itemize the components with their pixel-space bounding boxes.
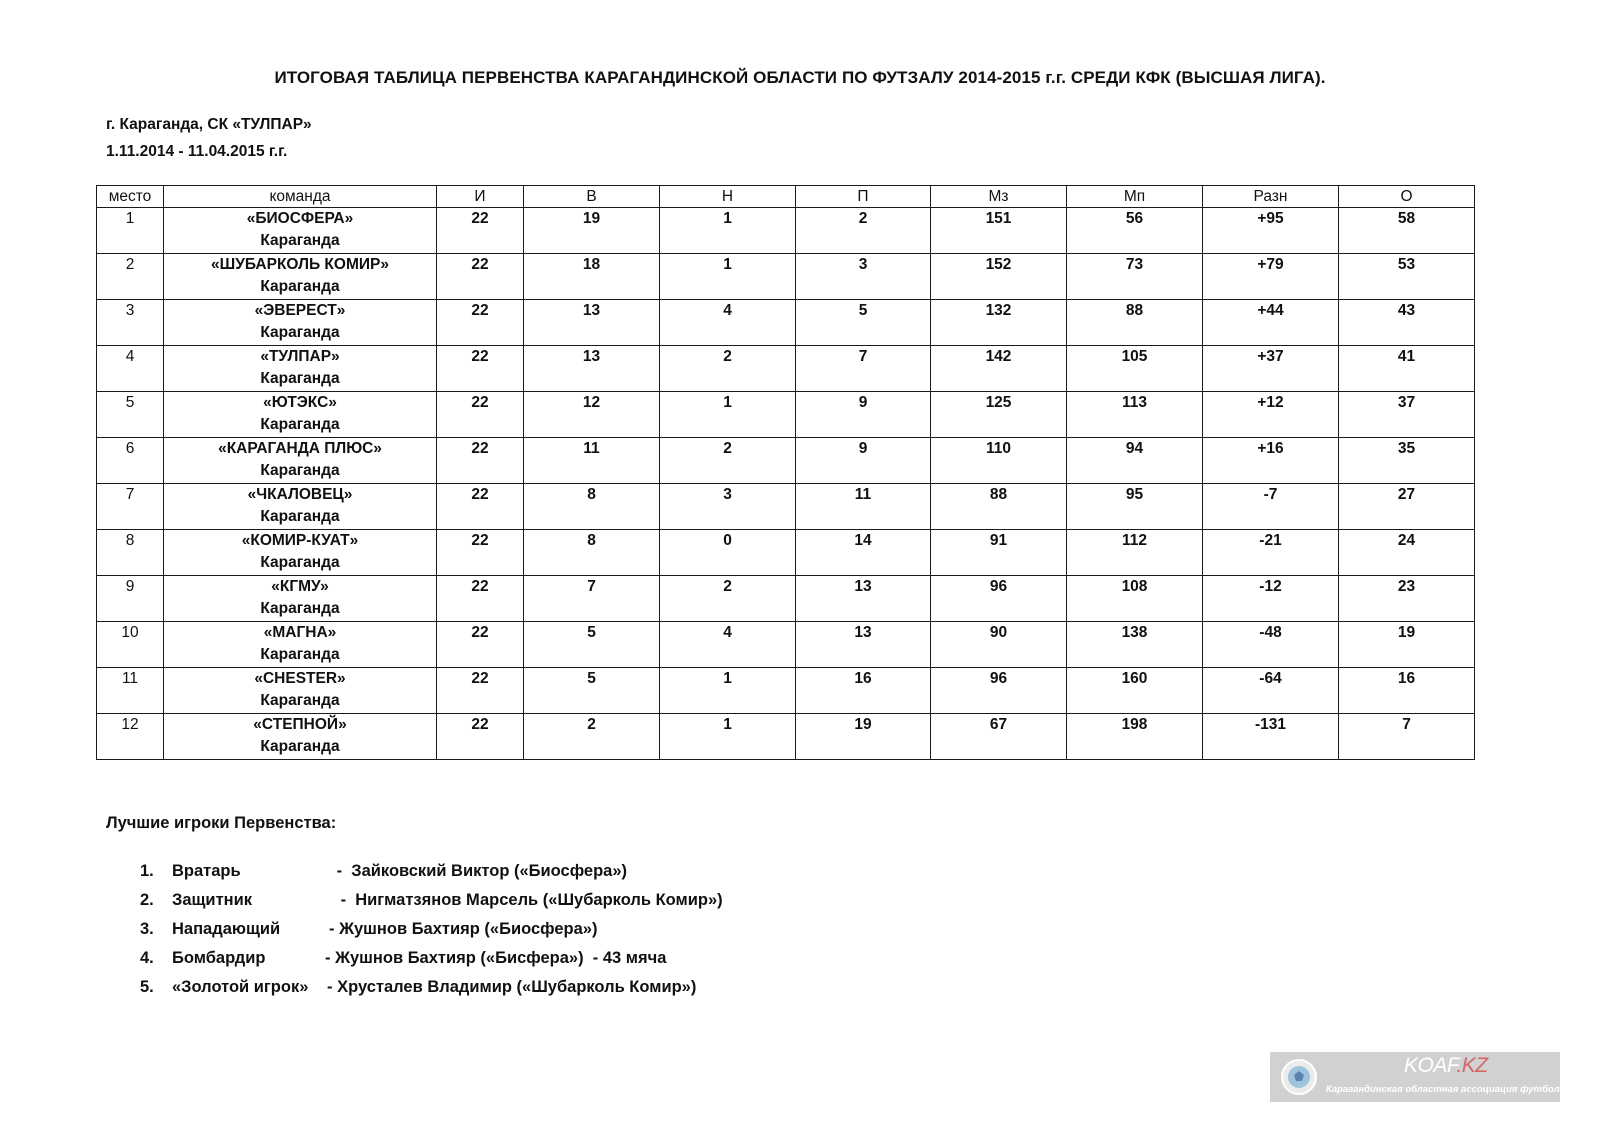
cell-drawn: 1	[660, 254, 796, 300]
cell-won: 13	[524, 300, 660, 346]
cell-team	[164, 392, 437, 438]
table-row	[97, 254, 1475, 300]
cell-points: 35	[1339, 438, 1475, 484]
player-info: - Хрусталев Владимир («Шубарколь Комир»)	[327, 978, 697, 996]
standings-body	[97, 208, 1475, 760]
team-city: Караганда	[260, 324, 340, 341]
cell-drawn: 3	[660, 484, 796, 530]
cell-won: 19	[524, 208, 660, 254]
team-city: Караганда	[260, 370, 340, 387]
team-name: «БИОСФЕРА»	[246, 210, 354, 227]
team-city: Караганда	[260, 278, 340, 295]
brand-main: KOAF	[1404, 1054, 1457, 1077]
cell-goals-against: 73	[1067, 254, 1203, 300]
cell-lost: 19	[796, 714, 931, 760]
cell-team	[164, 300, 437, 346]
cell-diff: +95	[1203, 208, 1339, 254]
cell-diff: -131	[1203, 714, 1339, 760]
team-city: Караганда	[260, 508, 340, 525]
table-row	[97, 714, 1475, 760]
item-number: 5.	[140, 978, 154, 996]
cell-played: 22	[437, 668, 524, 714]
player-info: - Жушнов Бахтияр («Бисфера») - 43 мяча	[325, 949, 667, 967]
cell-goals-for: 151	[931, 208, 1067, 254]
venue: г. Караганда, СК «ТУЛПАР»	[106, 116, 312, 133]
cell-goals-against: 112	[1067, 530, 1203, 576]
cell-team	[164, 208, 437, 254]
player-info: - Нигматзянов Марсель («Шубарколь Комир»)	[336, 891, 723, 909]
cell-diff: +12	[1203, 392, 1339, 438]
team-name: «КОМИР-КУАТ»	[241, 532, 359, 549]
brand-suffix: .KZ	[1456, 1054, 1488, 1077]
cell-drawn: 4	[660, 622, 796, 668]
cell-team	[164, 668, 437, 714]
cell-team	[164, 346, 437, 392]
best-players-list	[140, 857, 723, 1002]
item-number: 4.	[140, 949, 154, 967]
cell-points: 53	[1339, 254, 1475, 300]
table-row	[97, 300, 1475, 346]
team-name: «ЧКАЛОВЕЦ»	[247, 486, 353, 503]
cell-goals-for: 110	[931, 438, 1067, 484]
cell-played: 22	[437, 208, 524, 254]
cell-team	[164, 530, 437, 576]
header-won: В	[524, 186, 660, 208]
cell-place: 3	[97, 300, 164, 346]
cell-goals-for: 96	[931, 668, 1067, 714]
cell-diff: +37	[1203, 346, 1339, 392]
cell-points: 24	[1339, 530, 1475, 576]
cell-drawn: 1	[660, 208, 796, 254]
table-row	[97, 392, 1475, 438]
header-place: место	[97, 186, 164, 208]
cell-goals-for: 96	[931, 576, 1067, 622]
cell-won: 5	[524, 622, 660, 668]
list-item	[140, 973, 723, 1002]
cell-place: 5	[97, 392, 164, 438]
cell-drawn: 2	[660, 438, 796, 484]
cell-lost: 5	[796, 300, 931, 346]
team-name: «КАРАГАНДА ПЛЮС»	[218, 440, 382, 457]
page-title: ИТОГОВАЯ ТАБЛИЦА ПЕРВЕНСТВА КАРАГАНДИНСКОЙ ОБЛАСТИ ПО ФУТЗАЛУ 2014-2015 г.г. СРЕДИ КФК (ВЫСШАЯ ЛИГА).	[274, 68, 1326, 87]
standings-table	[96, 185, 1475, 760]
team-name: «ТУЛПАР»	[260, 348, 340, 365]
team-name: «МАГНА»	[263, 624, 337, 641]
cell-team	[164, 484, 437, 530]
header-team: команда	[164, 186, 437, 208]
cell-goals-for: 90	[931, 622, 1067, 668]
team-city: Караганда	[260, 738, 340, 755]
table-row	[97, 484, 1475, 530]
header-points: О	[1339, 186, 1475, 208]
cell-won: 5	[524, 668, 660, 714]
cell-points: 16	[1339, 668, 1475, 714]
cell-goals-for: 67	[931, 714, 1067, 760]
player-role: Защитник	[172, 891, 253, 909]
table-row	[97, 530, 1475, 576]
cell-won: 8	[524, 530, 660, 576]
cell-goals-against: 113	[1067, 392, 1203, 438]
cell-goals-against: 105	[1067, 346, 1203, 392]
cell-place: 7	[97, 484, 164, 530]
team-city: Караганда	[260, 416, 340, 433]
cell-lost: 9	[796, 438, 931, 484]
table-row	[97, 438, 1475, 484]
ball-logo-icon	[1280, 1058, 1318, 1096]
cell-points: 58	[1339, 208, 1475, 254]
cell-played: 22	[437, 346, 524, 392]
header-drawn: Н	[660, 186, 796, 208]
cell-goals-for: 142	[931, 346, 1067, 392]
team-name: «ЭВЕРЕСТ»	[254, 302, 346, 319]
table-row	[97, 622, 1475, 668]
cell-team	[164, 622, 437, 668]
list-item	[140, 886, 723, 915]
cell-drawn: 1	[660, 392, 796, 438]
best-players-title: Лучшие игроки Первенства:	[106, 814, 337, 832]
team-city: Караганда	[260, 462, 340, 479]
cell-goals-against: 198	[1067, 714, 1203, 760]
cell-diff: +44	[1203, 300, 1339, 346]
cell-points: 7	[1339, 714, 1475, 760]
header-goals-for: Мз	[931, 186, 1067, 208]
list-item	[140, 857, 723, 886]
cell-place: 9	[97, 576, 164, 622]
cell-played: 22	[437, 622, 524, 668]
team-name: «CHESTER»	[254, 670, 346, 687]
player-info: - Жушнов Бахтияр («Биосфера»)	[329, 920, 598, 938]
cell-lost: 14	[796, 530, 931, 576]
cell-diff: -64	[1203, 668, 1339, 714]
cell-drawn: 4	[660, 300, 796, 346]
cell-place: 4	[97, 346, 164, 392]
cell-played: 22	[437, 484, 524, 530]
cell-played: 22	[437, 254, 524, 300]
team-city: Караганда	[260, 692, 340, 709]
cell-points: 27	[1339, 484, 1475, 530]
cell-won: 13	[524, 346, 660, 392]
cell-played: 22	[437, 576, 524, 622]
cell-drawn: 1	[660, 714, 796, 760]
header-goals-against: Мп	[1067, 186, 1203, 208]
cell-lost: 3	[796, 254, 931, 300]
cell-lost: 7	[796, 346, 931, 392]
cell-diff: +16	[1203, 438, 1339, 484]
cell-played: 22	[437, 300, 524, 346]
cell-goals-for: 132	[931, 300, 1067, 346]
cell-diff: -48	[1203, 622, 1339, 668]
cell-goals-against: 160	[1067, 668, 1203, 714]
cell-won: 7	[524, 576, 660, 622]
table-header-row	[97, 186, 1475, 208]
cell-place: 1	[97, 208, 164, 254]
team-city: Караганда	[260, 600, 340, 617]
cell-points: 23	[1339, 576, 1475, 622]
cell-goals-for: 125	[931, 392, 1067, 438]
cell-played: 22	[437, 530, 524, 576]
cell-played: 22	[437, 714, 524, 760]
cell-played: 22	[437, 438, 524, 484]
cell-won: 8	[524, 484, 660, 530]
cell-team	[164, 438, 437, 484]
cell-diff: -12	[1203, 576, 1339, 622]
cell-lost: 13	[796, 576, 931, 622]
cell-goals-against: 138	[1067, 622, 1203, 668]
cell-goals-against: 88	[1067, 300, 1203, 346]
cell-won: 11	[524, 438, 660, 484]
cell-place: 2	[97, 254, 164, 300]
cell-won: 2	[524, 714, 660, 760]
cell-team	[164, 254, 437, 300]
list-item	[140, 944, 723, 973]
header-diff: Разн	[1203, 186, 1339, 208]
koaf-watermark	[1270, 1052, 1565, 1102]
cell-goals-for: 91	[931, 530, 1067, 576]
cell-goals-against: 56	[1067, 208, 1203, 254]
cell-lost: 11	[796, 484, 931, 530]
cell-team	[164, 576, 437, 622]
team-city: Караганда	[260, 554, 340, 571]
table-row	[97, 576, 1475, 622]
cell-diff: -21	[1203, 530, 1339, 576]
cell-place: 8	[97, 530, 164, 576]
team-name: «ШУБАРКОЛЬ КОМИР»	[211, 256, 389, 273]
item-number: 2.	[140, 891, 154, 909]
team-city: Караганда	[260, 232, 340, 249]
cell-points: 41	[1339, 346, 1475, 392]
cell-points: 19	[1339, 622, 1475, 668]
table-row	[97, 208, 1475, 254]
cell-lost: 9	[796, 392, 931, 438]
brand-tagline: Карагандинская областная ассоциация футбола	[1326, 1084, 1565, 1095]
cell-place: 11	[97, 668, 164, 714]
cell-won: 18	[524, 254, 660, 300]
cell-goals-for: 152	[931, 254, 1067, 300]
list-item	[140, 915, 723, 944]
cell-lost: 2	[796, 208, 931, 254]
player-role: Нападающий	[172, 920, 281, 938]
table-row	[97, 668, 1475, 714]
player-role: Бомбардир	[172, 949, 266, 967]
item-number: 3.	[140, 920, 154, 938]
cell-won: 12	[524, 392, 660, 438]
cell-drawn: 2	[660, 346, 796, 392]
cell-points: 37	[1339, 392, 1475, 438]
team-city: Караганда	[260, 646, 340, 663]
cell-place: 10	[97, 622, 164, 668]
cell-played: 22	[437, 392, 524, 438]
team-name: «ЮТЭКС»	[263, 394, 337, 411]
cell-drawn: 1	[660, 668, 796, 714]
cell-lost: 13	[796, 622, 931, 668]
cell-goals-against: 94	[1067, 438, 1203, 484]
season-dates: 1.11.2014 - 11.04.2015 г.г.	[106, 143, 288, 160]
header-lost: П	[796, 186, 931, 208]
cell-diff: +79	[1203, 254, 1339, 300]
brand-name	[1404, 1054, 1488, 1078]
cell-diff: -7	[1203, 484, 1339, 530]
cell-lost: 16	[796, 668, 931, 714]
cell-goals-for: 88	[931, 484, 1067, 530]
player-role: «Золотой игрок»	[172, 978, 309, 996]
cell-goals-against: 108	[1067, 576, 1203, 622]
cell-team	[164, 714, 437, 760]
cell-points: 43	[1339, 300, 1475, 346]
cell-place: 6	[97, 438, 164, 484]
cell-drawn: 2	[660, 576, 796, 622]
table-row	[97, 346, 1475, 392]
header-played: И	[437, 186, 524, 208]
item-number: 1.	[140, 862, 154, 880]
cell-place: 12	[97, 714, 164, 760]
cell-goals-against: 95	[1067, 484, 1203, 530]
player-info: - Зайковский Виктор («Биосфера»)	[332, 862, 628, 880]
team-name: «КГМУ»	[271, 578, 329, 595]
cell-drawn: 0	[660, 530, 796, 576]
team-name: «СТЕПНОЙ»	[253, 716, 347, 733]
player-role: Вратарь	[172, 862, 241, 880]
